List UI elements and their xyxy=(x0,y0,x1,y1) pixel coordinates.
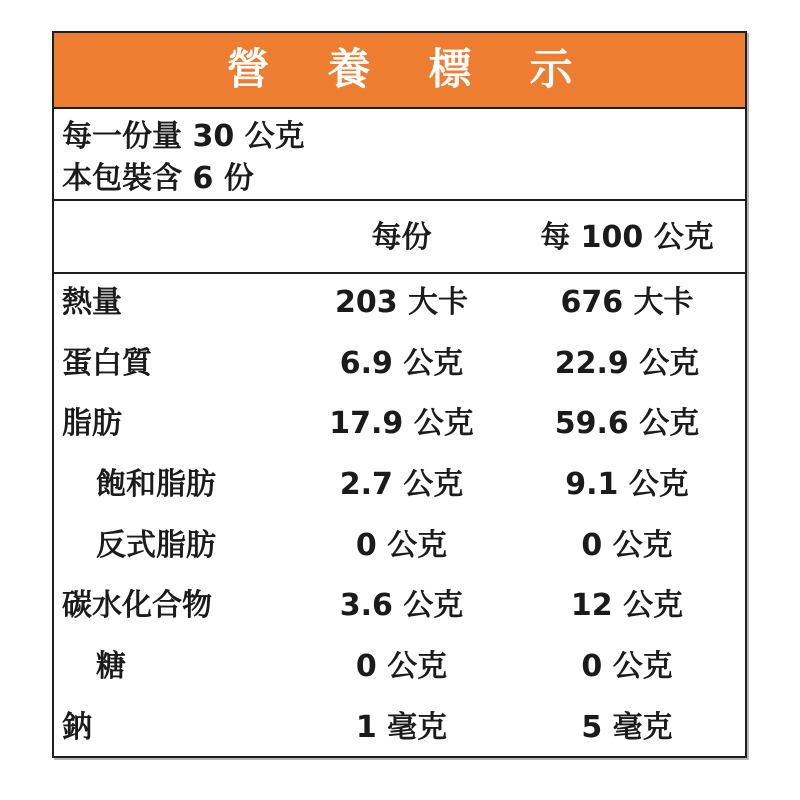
nutrition-table xyxy=(54,201,745,759)
row-label: 蛋白質 xyxy=(62,345,152,381)
nutrition-label-card xyxy=(52,31,747,758)
header-nutrient-column xyxy=(54,201,294,273)
table-row-protein xyxy=(54,334,745,395)
value-per-100g: 676 大卡 xyxy=(560,285,694,321)
table-row-trans-fat xyxy=(54,516,745,577)
value-per-100g: 0 公克 xyxy=(581,527,673,563)
table-row-fat xyxy=(54,394,745,455)
table-row-sodium xyxy=(54,698,745,759)
table-row-saturated-fat xyxy=(54,455,745,516)
label-title: 營養標示 xyxy=(226,44,631,95)
value-per-serving: 2.7 公克 xyxy=(339,466,464,502)
value-per-100g: 12 公克 xyxy=(570,588,684,624)
row-label: 熱量 xyxy=(62,285,122,321)
header-row xyxy=(54,201,745,273)
header-per-serving: 每份 xyxy=(294,201,509,273)
table-row-calories xyxy=(54,273,745,334)
value-per-serving: 6.9 公克 xyxy=(339,345,464,381)
value-per-100g: 22.9 公克 xyxy=(554,345,700,381)
row-label: 反式脂肪 xyxy=(96,527,216,563)
row-label: 糖 xyxy=(96,648,126,684)
value-per-100g: 0 公克 xyxy=(581,648,673,684)
value-per-serving: 203 大卡 xyxy=(334,285,469,321)
serving-size-line: 每一份量 30 公克 xyxy=(62,119,305,154)
header-per-100g: 每 100 公克 xyxy=(509,201,745,273)
value-per-100g: 59.6 公克 xyxy=(554,406,700,442)
value-per-serving: 3.6 公克 xyxy=(339,588,464,624)
row-label: 碳水化合物 xyxy=(62,588,212,624)
nutrition-table-body xyxy=(54,273,745,759)
value-per-serving: 1 毫克 xyxy=(355,709,448,745)
value-per-serving: 0 公克 xyxy=(355,648,448,684)
value-per-100g: 9.1 公克 xyxy=(565,466,689,502)
table-row-carbohydrate xyxy=(54,576,745,637)
serving-info xyxy=(54,109,745,201)
table-row-sugar xyxy=(54,637,745,698)
row-label: 鈉 xyxy=(62,709,92,745)
value-per-serving: 0 公克 xyxy=(355,527,448,563)
servings-per-package-line: 本包裝含 6 份 xyxy=(62,161,254,196)
value-per-serving: 17.9 公克 xyxy=(329,406,474,442)
row-label: 飽和脂肪 xyxy=(96,466,216,502)
row-label: 脂肪 xyxy=(62,406,122,442)
nutrition-table-header xyxy=(54,201,745,273)
label-title-band xyxy=(54,33,745,109)
value-per-100g: 5 毫克 xyxy=(581,709,673,745)
